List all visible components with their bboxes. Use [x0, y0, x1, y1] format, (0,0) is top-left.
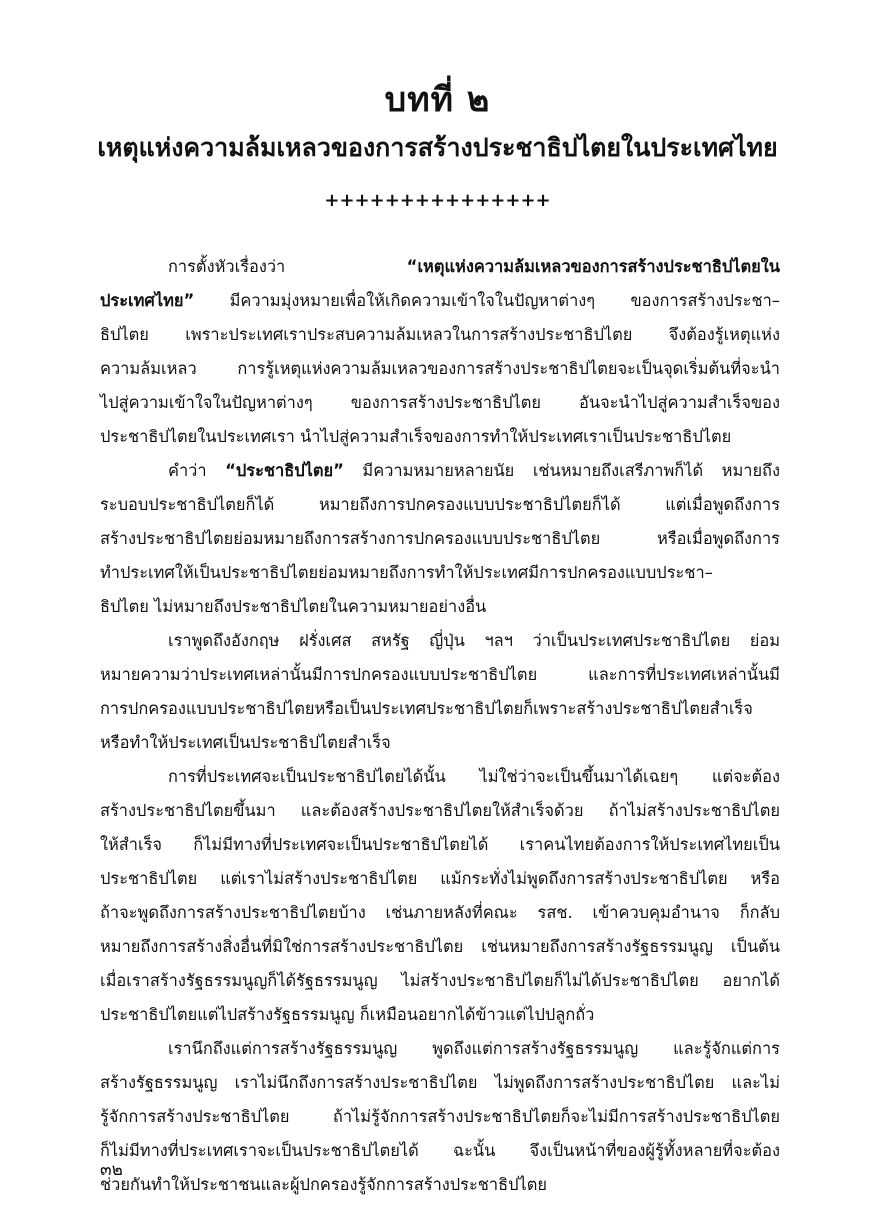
text-line	[100, 1168, 780, 1202]
text-line	[100, 386, 780, 420]
chapter-title: เหตุแห่งความล้มเหลวของการสร้างประชาธิปไตยในประเทศไทย	[97, 133, 778, 162]
text-run: ก็ไม่มีทางที่ประเทศเราจะเป็นประชาธิปไตยได้ ฉะนั้น จึงเป็นหน้าที่ของผู้รู้ทั้งหลายที่จะต้อง	[100, 1141, 780, 1160]
text-run: หมายความว่าประเทศเหล่านั้นมีการปกครองแบบประชาธิปไตย และการที่ประเทศเหล่านั้นมี	[100, 665, 780, 684]
text-line	[100, 420, 780, 454]
text-line	[100, 624, 780, 658]
text-run: ประชาธิปไตย แต่เราไม่สร้างประชาธิปไตย แม้กระทั่งไม่พูดถึงการสร้างประชาธิปไตย หรือ	[100, 869, 780, 888]
text-line	[100, 352, 780, 386]
text-run: คำว่า	[168, 461, 226, 480]
text-run: การตั้งหัวเรื่องว่า	[168, 257, 407, 276]
text-line	[100, 862, 780, 896]
text-run: ประชาธิปไตยแต่ไปสร้างรัฐธรรมนูญ ก็เหมือนอยากได้ข้าวแต่ไปปลูกถั่ว	[100, 1005, 595, 1024]
text-line	[100, 896, 780, 930]
text-line	[100, 488, 780, 522]
text-line	[100, 692, 780, 726]
text-line	[100, 1134, 780, 1168]
text-run: หมายถึงการสร้างสิ่งอื่นที่มิใช่การสร้างประชาธิปไตย เช่นหมายถึงการสร้างรัฐธรรมนูญ เป็นต้น	[100, 937, 780, 956]
text-line	[100, 284, 780, 318]
text-run: สร้างประชาธิปไตยย่อมหมายถึงการสร้างการปกครองแบบประชาธิปไตย หรือเมื่อพูดถึงการ	[100, 529, 780, 548]
text-line	[100, 930, 780, 964]
text-line	[100, 964, 780, 998]
text-run: เมื่อเราสร้างรัฐธรรมนูญก็ได้รัฐธรรมนูญ ไม่สร้างประชาธิปไตยก็ไม่ได้ประชาธิปไตย อยากได้	[100, 971, 780, 990]
text-run: มีความมุ่งหมายเพื่อให้เกิดความเข้าใจในปัญหาต่างๆ ของการสร้างประชา–	[194, 291, 780, 310]
text-run: ถ้าจะพูดถึงการสร้างประชาธิปไตยบ้าง เช่นภายหลังที่คณะ รสช. เข้าควบคุมอำนาจ ก็กลับ	[100, 903, 780, 922]
text-run: ให้สำเร็จ ก็ไม่มีทางที่ประเทศจะเป็นประชาธิปไตยได้ เราคนไทยต้องการให้ประเทศไทยเป็น	[100, 835, 780, 854]
text-run: สร้างรัฐธรรมนูญ เราไม่นึกถึงการสร้างประชาธิปไตย ไม่พูดถึงการสร้างประชาธิปไตย และไม่	[100, 1073, 780, 1092]
text-run: สร้างประชาธิปไตยขึ้นมา และต้องสร้างประชาธิปไตยให้สำเร็จด้วย ถ้าไม่สร้างประชาธิปไตย	[100, 801, 780, 820]
text-line	[100, 1066, 780, 1100]
body-text	[100, 250, 780, 1202]
bold-text-run: “ประชาธิปไตย”	[225, 461, 344, 480]
text-line	[100, 318, 780, 352]
text-run: ประชาธิปไตยในประเทศเรา นำไปสู่ความสำเร็จของการทำให้ประเทศเราเป็นประชาธิปไตย	[100, 427, 732, 446]
text-run: ไปสู่ความเข้าใจในปัญหาต่างๆ ของการสร้างประชาธิปไตย อันจะนำไปสู่ความสำเร็จของ	[100, 393, 780, 412]
text-line	[100, 556, 780, 590]
text-run: มีความหมายหลายนัย เช่นหมายถึงเสรีภาพก็ได้ หมายถึง	[343, 461, 780, 480]
text-run: การที่ประเทศจะเป็นประชาธิปไตยได้นั้น ไม่ใช่ว่าจะเป็นขึ้นมาได้เฉยๆ แต่จะต้อง	[168, 767, 780, 786]
text-line	[100, 1100, 780, 1134]
bold-text-run: “เหตุแห่งความล้มเหลวของการสร้างประชาธิปไตยใน	[406, 257, 780, 276]
text-line	[100, 454, 780, 488]
text-line	[100, 590, 780, 624]
section-separator: +++++++++++++++	[324, 190, 551, 211]
text-run: ธิปไตย เพราะประเทศเราประสบความล้มเหลวในการสร้างประชาธิปไตย จึงต้องรู้เหตุแห่ง	[100, 325, 780, 344]
text-run: ความล้มเหลว การรู้เหตุแห่งความล้มเหลวของการสร้างประชาธิปไตยจะเป็นจุดเริ่มต้นที่จะนำ	[100, 359, 780, 378]
text-line	[100, 760, 780, 794]
text-line	[100, 998, 780, 1032]
text-line	[100, 658, 780, 692]
text-line	[100, 794, 780, 828]
text-run: เรานึกถึงแต่การสร้างรัฐธรรมนูญ พูดถึงแต่การสร้างรัฐธรรมนูญ และรู้จักแต่การ	[168, 1039, 780, 1058]
page-number: ๓๒	[100, 1160, 123, 1180]
text-run: ธิปไตย ไม่หมายถึงประชาธิปไตยในความหมายอย่างอื่น	[100, 597, 487, 616]
text-line	[100, 828, 780, 862]
text-run: หรือทำให้ประเทศเป็นประชาธิปไตยสำเร็จ	[100, 733, 391, 752]
chapter-heading: บทที่ ๒	[384, 80, 491, 120]
text-run: รู้จักการสร้างประชาธิปไตย ถ้าไม่รู้จักการสร้างประชาธิปไตยก็จะไม่มีการสร้างประชาธิปไตย	[100, 1107, 780, 1126]
text-run: ทำประเทศให้เป็นประชาธิปไตยย่อมหมายถึงการทำให้ประเทศมีการปกครองแบบประชา–	[100, 563, 713, 582]
text-line	[100, 522, 780, 556]
text-run: เราพูดถึงอังกฤษ ฝรั่งเศส สหรัฐ ญี่ปุ่น ฯลฯ ว่าเป็นประเทศประชาธิปไตย ย่อม	[168, 631, 780, 650]
text-run: ช่วยกันทำให้ประชาชนและผู้ปกครองรู้จักการสร้างประชาธิปไตย	[100, 1175, 548, 1194]
text-run: การปกครองแบบประชาธิปไตยหรือเป็นประเทศประชาธิปไตยก็เพราะสร้างประชาธิปไตยสำเร็จ	[100, 699, 753, 718]
text-line	[100, 250, 780, 284]
text-line	[100, 1032, 780, 1066]
text-line	[100, 726, 780, 760]
text-run: ระบอบประชาธิปไตยก็ได้ หมายถึงการปกครองแบบประชาธิปไตยก็ได้ แต่เมื่อพูดถึงการ	[100, 495, 780, 514]
bold-text-run: ประเทศไทย”	[100, 291, 195, 310]
